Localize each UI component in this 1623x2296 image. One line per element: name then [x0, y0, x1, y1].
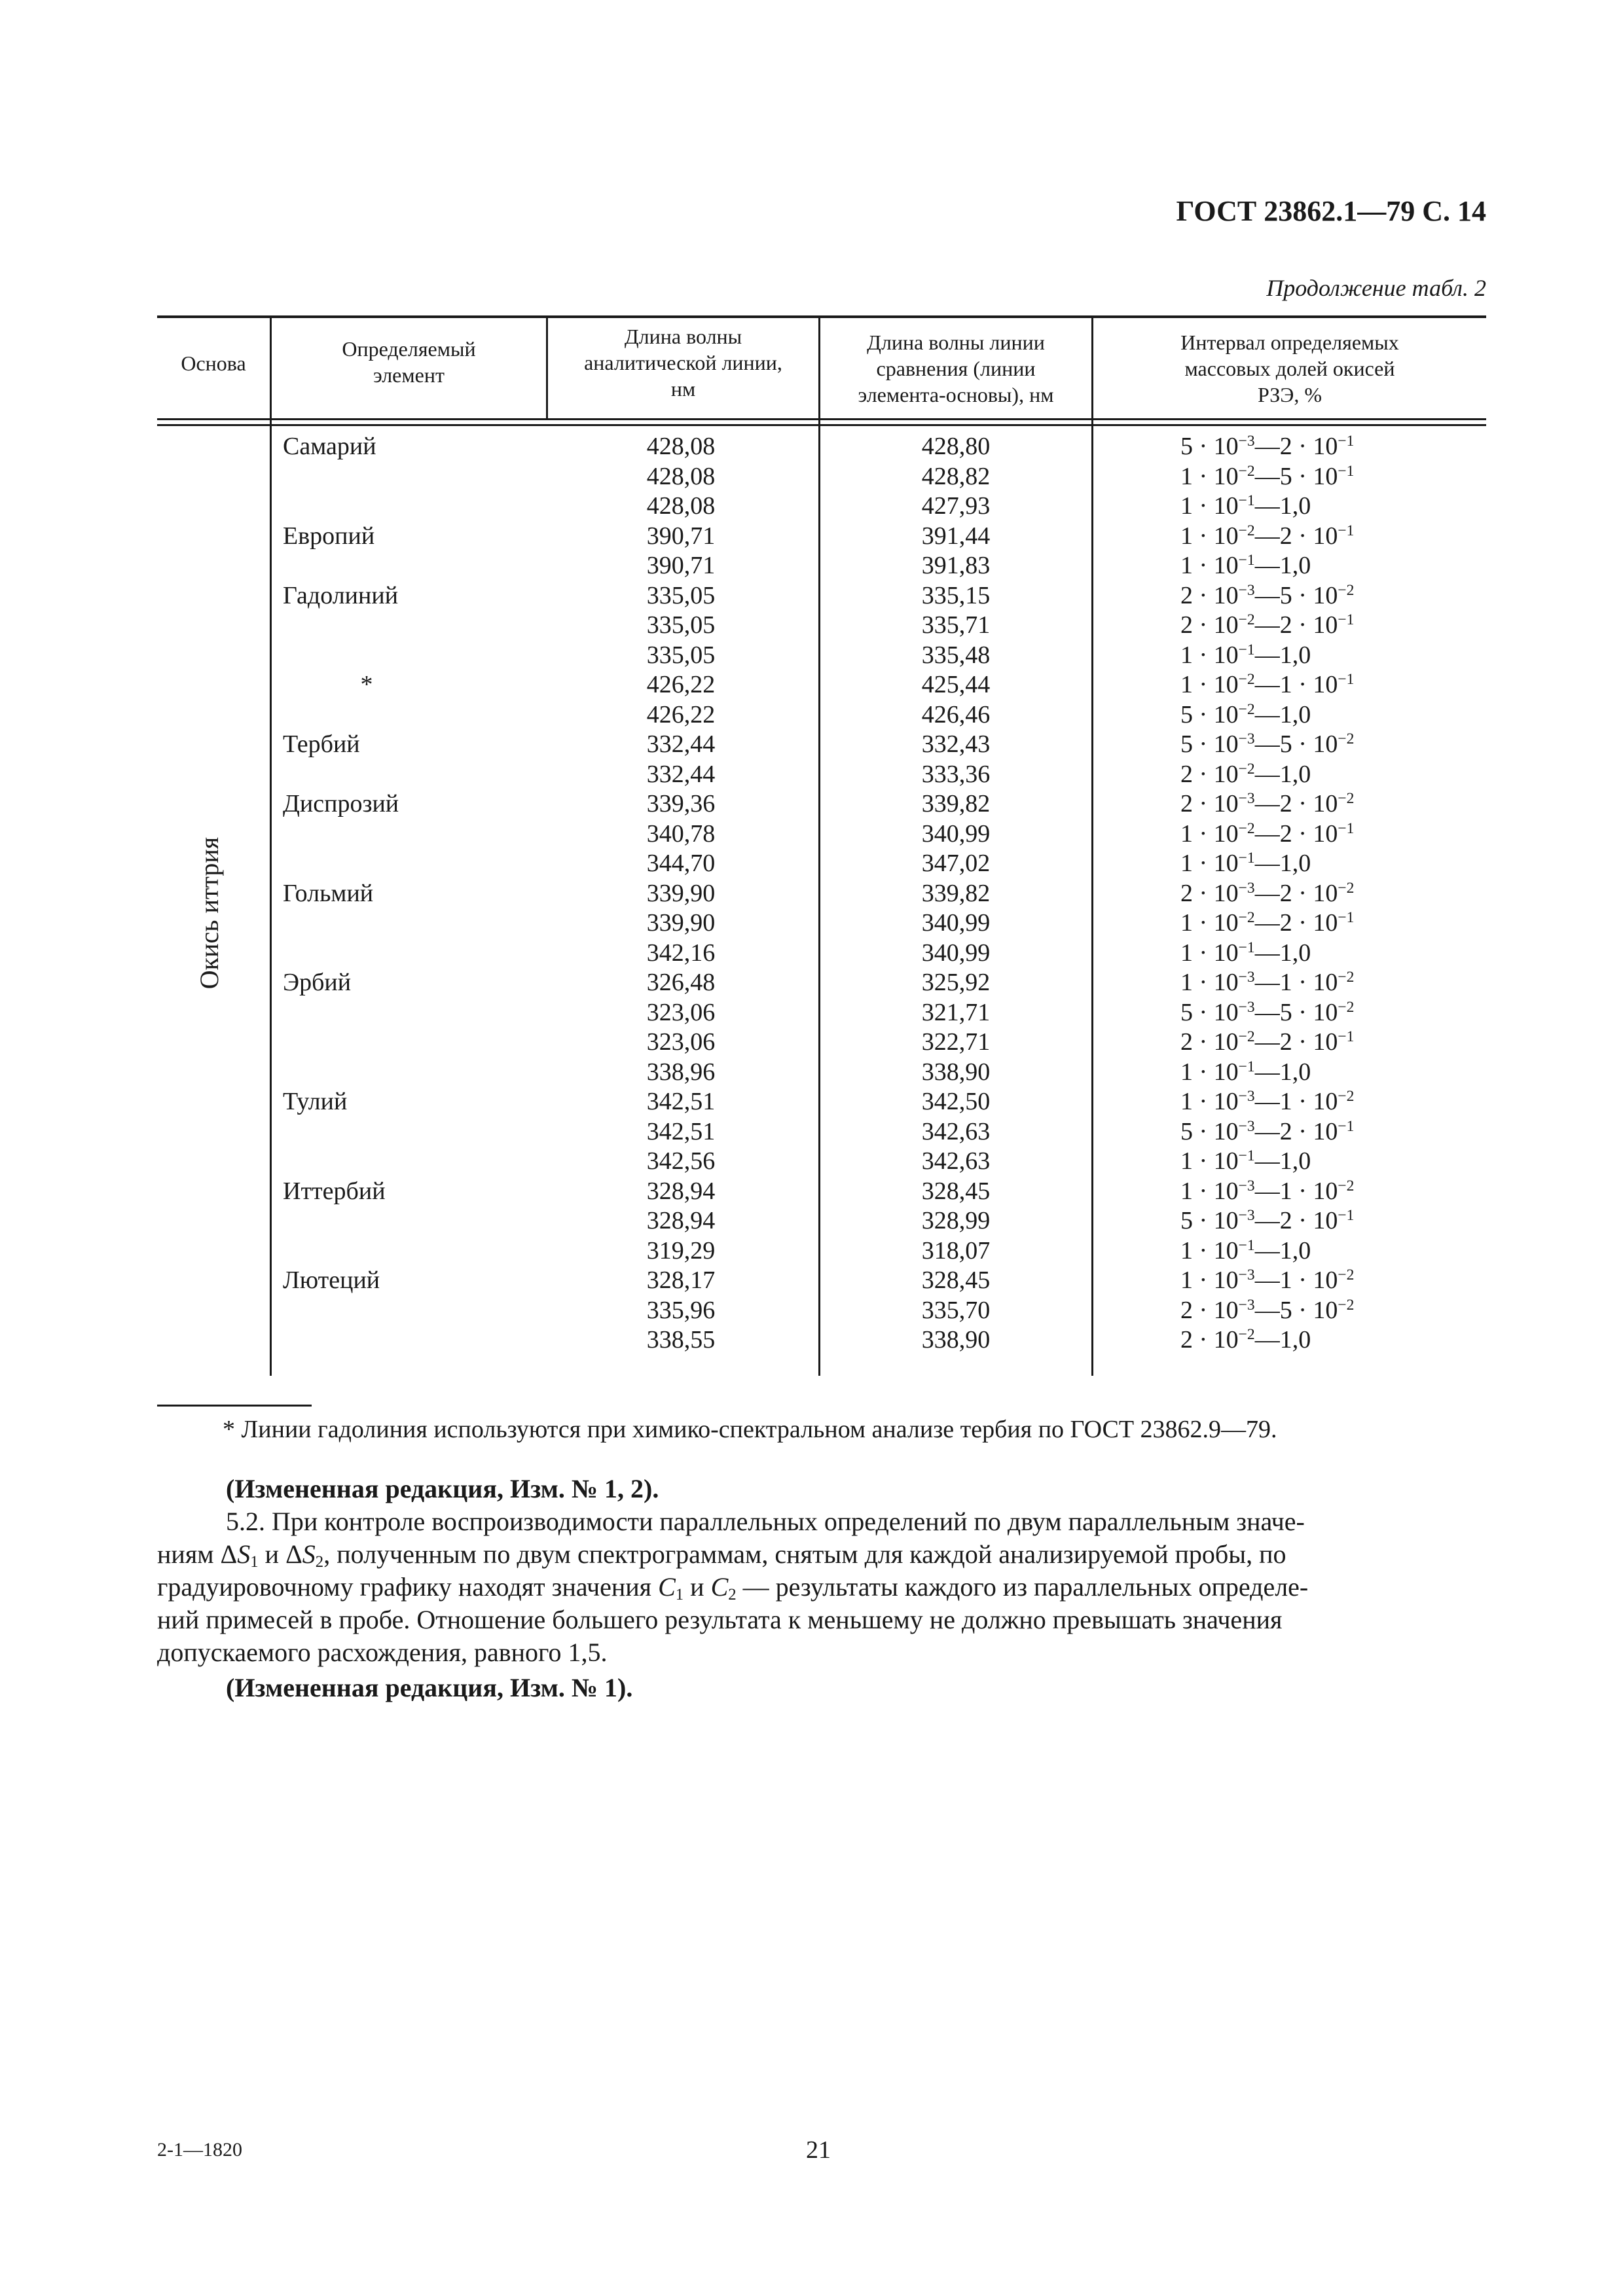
analytic-wavelength: 344,70 — [646, 850, 716, 877]
analytic-wavelength: 335,05 — [646, 611, 716, 639]
coef: 2 — [1279, 790, 1292, 817]
element-name: Иттербий — [283, 1177, 386, 1205]
coef: 5 — [1279, 462, 1292, 490]
comparison-wavelength: 335,71 — [921, 611, 991, 639]
exponent: −2 — [1338, 969, 1355, 986]
upper-bound: 1,0 — [1279, 492, 1311, 520]
coef: 2 — [1180, 1326, 1193, 1354]
comparison-wavelength: 342,50 — [921, 1088, 991, 1115]
comparison-wavelength: 338,90 — [921, 1326, 991, 1354]
upper-bound: 1,0 — [1279, 760, 1311, 788]
exponent: −3 — [1238, 1207, 1255, 1225]
interval-range: $2 \cdot 10^{-2}—2 \cdot 10^{-1}$ — [1180, 1028, 1355, 1056]
text-run: и — [684, 1572, 711, 1602]
exponent: −2 — [1238, 700, 1255, 718]
interval-range: $5 \cdot 10^{-3}—5 \cdot 10^{-2}$ — [1180, 998, 1355, 1026]
table-row — [0, 492, 1623, 522]
exponent: −3 — [1238, 730, 1255, 748]
table-row — [0, 551, 1623, 581]
comparison-wavelength: 342,63 — [921, 1117, 991, 1145]
interval-range: $1 \cdot 10^{-1}—1,0$ — [1180, 492, 1311, 520]
interval-range: $1 \cdot 10^{-2}—5 \cdot 10^{-1}$ — [1180, 462, 1355, 490]
coef: 2 — [1279, 1028, 1292, 1056]
exponent: −1 — [1338, 1117, 1355, 1135]
coef: 1 — [1180, 552, 1193, 579]
exponent: −2 — [1238, 522, 1255, 539]
table-header-rule-1 — [157, 418, 1486, 420]
comparison-wavelength: 340,99 — [921, 909, 991, 937]
comparison-wavelength: 335,15 — [921, 581, 991, 609]
exponent: −1 — [1338, 611, 1355, 629]
exponent: −2 — [1338, 1177, 1355, 1194]
table-row — [0, 700, 1623, 730]
interval-range: $1 \cdot 10^{-2}—2 \cdot 10^{-1}$ — [1180, 909, 1355, 937]
analytic-wavelength: 338,96 — [646, 1058, 716, 1086]
text-run: и Δ — [258, 1539, 302, 1569]
interval-range: $5 \cdot 10^{-3}—5 \cdot 10^{-2}$ — [1180, 730, 1355, 758]
analytic-wavelength: 340,78 — [646, 819, 716, 848]
upper-bound: 1,0 — [1279, 700, 1311, 728]
exponent: −3 — [1238, 1296, 1255, 1314]
coef: 1 — [1180, 522, 1193, 550]
comparison-wavelength: 391,44 — [921, 522, 991, 550]
exponent: −3 — [1238, 1177, 1255, 1194]
comparison-wavelength: 340,99 — [921, 939, 991, 967]
comparison-wavelength: 340,99 — [921, 819, 991, 848]
element-name: Лютеций — [283, 1266, 380, 1294]
paragraph-5-2-line-3 — [157, 1571, 1486, 1604]
footnote: * Линии гадолиния используются при химико-спектральном анализе тербия по ГОСТ 23862.9—79. — [223, 1416, 1277, 1443]
exponent: −1 — [1338, 522, 1355, 539]
exponent: −3 — [1238, 969, 1255, 986]
analytic-wavelength: 328,94 — [646, 1177, 716, 1205]
table-row — [0, 1058, 1623, 1088]
coef: 1 — [1180, 462, 1193, 490]
analytic-wavelength: 426,22 — [646, 700, 716, 728]
coef: 1 — [1180, 1236, 1193, 1265]
upper-bound: 1,0 — [1279, 1326, 1311, 1354]
coef: 1 — [1180, 671, 1193, 698]
coef: 2 — [1180, 879, 1193, 907]
analytic-wavelength: 342,56 — [646, 1147, 716, 1175]
coef: 1 — [1279, 969, 1292, 996]
interval-range: $2 \cdot 10^{-3}—5 \cdot 10^{-2}$ — [1180, 581, 1355, 609]
upper-bound: 1,0 — [1279, 850, 1311, 877]
base-oxide-label: Окись иттрия — [194, 836, 224, 990]
coef: 2 — [1279, 819, 1292, 848]
exponent: −2 — [1338, 1266, 1355, 1284]
header-element-line: Определяемый — [342, 337, 476, 361]
exponent: −2 — [1338, 998, 1355, 1016]
exponent: −1 — [1238, 1147, 1255, 1165]
table-row — [0, 789, 1623, 819]
coef: 2 — [1279, 433, 1292, 460]
exponent: −2 — [1238, 1028, 1255, 1046]
table-row — [0, 641, 1623, 671]
interval-range: $2 \cdot 10^{-2}—1,0$ — [1180, 760, 1311, 788]
interval-range: $2 \cdot 10^{-3}—5 \cdot 10^{-2}$ — [1180, 1296, 1355, 1324]
header-analytic-line-text: нм — [670, 377, 696, 401]
coef: 1 — [1180, 819, 1193, 848]
coef: 2 — [1180, 581, 1193, 609]
table-top-rule — [157, 315, 1486, 318]
exponent: −1 — [1238, 939, 1255, 956]
coef: 5 — [1180, 998, 1193, 1026]
table-row — [0, 670, 1623, 700]
interval-range: $1 \cdot 10^{-3}—1 \cdot 10^{-2}$ — [1180, 1088, 1355, 1115]
coef: 5 — [1279, 581, 1292, 609]
table-row — [0, 611, 1623, 641]
symbol-c: C — [658, 1572, 676, 1602]
exponent: −2 — [1338, 879, 1355, 897]
table-row — [0, 760, 1623, 790]
exponent: −1 — [1338, 1028, 1355, 1046]
coef: 1 — [1180, 909, 1193, 937]
interval-range: $1 \cdot 10^{-2}—2 \cdot 10^{-1}$ — [1180, 819, 1355, 848]
comparison-wavelength: 325,92 — [921, 969, 991, 996]
table-row — [0, 581, 1623, 611]
exponent: −3 — [1238, 1088, 1255, 1105]
comparison-wavelength: 391,83 — [921, 552, 991, 579]
analytic-wavelength: 342,51 — [646, 1117, 716, 1145]
element-name: Самарий — [283, 433, 376, 460]
analytic-wavelength: 335,96 — [646, 1296, 716, 1324]
element-name: Эрбий — [283, 969, 352, 996]
paragraph-5-2-line-5: допускаемого расхождения, равного 1,5. — [157, 1638, 608, 1667]
header-base — [157, 350, 270, 376]
exponent: −3 — [1238, 790, 1255, 808]
interval-range: $2 \cdot 10^{-3}—2 \cdot 10^{-2}$ — [1180, 790, 1355, 817]
symbol-c: C — [710, 1572, 729, 1602]
exponent: −1 — [1238, 1236, 1255, 1254]
table-row — [0, 1206, 1623, 1236]
table-row — [0, 819, 1623, 850]
element-name: Тулий — [283, 1088, 348, 1115]
upper-bound: 1,0 — [1279, 1236, 1311, 1265]
header-interval-text: Интервал определяемых — [1180, 331, 1399, 354]
header-comparison-line-text: сравнения (линии — [876, 357, 1036, 380]
exponent: −1 — [1338, 671, 1355, 689]
exponent: −2 — [1338, 1296, 1355, 1314]
coef: 1 — [1279, 1266, 1292, 1294]
element-name: Гадолиний — [283, 581, 399, 609]
table-continuation-label: Продолжение табл. 2 — [1266, 275, 1486, 301]
header-analytic-line-text: аналитической линии, — [584, 351, 782, 374]
table-row — [0, 1087, 1623, 1117]
exponent: −2 — [1238, 1326, 1255, 1344]
table-row — [0, 1325, 1623, 1355]
coef: 2 — [1279, 1117, 1292, 1145]
analytic-wavelength: 332,44 — [646, 730, 716, 758]
coef: 5 — [1180, 730, 1193, 758]
comparison-wavelength: 427,93 — [921, 492, 991, 520]
interval-range: $1 \cdot 10^{-1}—1,0$ — [1180, 1058, 1311, 1086]
element-name: Гольмий — [283, 879, 374, 907]
exponent: −3 — [1238, 1266, 1255, 1284]
exponent: −2 — [1338, 581, 1355, 599]
coef: 2 — [1180, 1028, 1193, 1056]
header-element-line: элемент — [373, 363, 445, 387]
analytic-wavelength: 428,08 — [646, 462, 716, 490]
comparison-wavelength: 335,70 — [921, 1296, 991, 1324]
coef: 1 — [1180, 641, 1193, 669]
table-row — [0, 968, 1623, 998]
comparison-wavelength: 338,90 — [921, 1058, 991, 1086]
interval-range: $2 \cdot 10^{-2}—2 \cdot 10^{-1}$ — [1180, 611, 1355, 639]
comparison-wavelength: 321,71 — [921, 998, 991, 1026]
exponent: −1 — [1238, 641, 1255, 658]
interval-range: $1 \cdot 10^{-1}—1,0$ — [1180, 939, 1311, 967]
table-row — [0, 1177, 1623, 1207]
paragraph-5-2-line-1: 5.2. При контроле воспроизводимости параллельных определений по двум параллельным значе- — [226, 1507, 1305, 1536]
exponent: −2 — [1238, 909, 1255, 927]
coef: 1 — [1180, 1147, 1193, 1175]
coef: 5 — [1279, 730, 1292, 758]
comparison-wavelength: 333,36 — [921, 760, 991, 788]
exponent: −3 — [1238, 1117, 1255, 1135]
analytic-wavelength: 339,90 — [646, 879, 716, 907]
table-row — [0, 432, 1623, 462]
interval-range: $5 \cdot 10^{-2}—1,0$ — [1180, 700, 1311, 728]
coef: 2 — [1180, 790, 1193, 817]
exponent: −2 — [1238, 611, 1255, 629]
paragraph-5-2-line-4: ний примесей в пробе. Отношение большего результата к меньшему не должно превышать значения — [157, 1605, 1283, 1634]
table-row — [0, 1266, 1623, 1296]
coef: 2 — [1180, 760, 1193, 788]
header-comparison-line-text: элемента-основы), нм — [858, 383, 1054, 406]
exponent: −1 — [1238, 850, 1255, 867]
comparison-wavelength: 322,71 — [921, 1028, 991, 1056]
comparison-wavelength: 332,43 — [921, 730, 991, 758]
interval-range: $1 \cdot 10^{-2}—2 \cdot 10^{-1}$ — [1180, 522, 1355, 550]
coef: 2 — [1279, 611, 1292, 639]
interval-range: $1 \cdot 10^{-3}—1 \cdot 10^{-2}$ — [1180, 1266, 1355, 1294]
comparison-wavelength: 339,82 — [921, 879, 991, 907]
analytic-wavelength: 328,94 — [646, 1207, 716, 1234]
coef: 2 — [1180, 1296, 1193, 1324]
analytic-wavelength: 332,44 — [646, 760, 716, 788]
subscript: 1 — [675, 1586, 684, 1604]
comparison-wavelength: 328,99 — [921, 1207, 991, 1234]
interval-range: $1 \cdot 10^{-2}—1 \cdot 10^{-1}$ — [1180, 671, 1355, 698]
analytic-wavelength: 339,36 — [646, 790, 716, 817]
table-row — [0, 939, 1623, 969]
paragraph-5-2-line-2 — [157, 1538, 1486, 1571]
table-row — [0, 730, 1623, 760]
coef: 1 — [1180, 1088, 1193, 1115]
header-analytic-line-text: Длина волны — [624, 325, 742, 348]
interval-range: $2 \cdot 10^{-3}—2 \cdot 10^{-2}$ — [1180, 879, 1355, 907]
exponent: −1 — [1338, 433, 1355, 450]
coef: 2 — [1180, 611, 1193, 639]
upper-bound: 1,0 — [1279, 939, 1311, 967]
text-run: ниям Δ — [157, 1539, 238, 1569]
upper-bound: 1,0 — [1279, 1147, 1311, 1175]
revision-note-1: (Измененная редакция, Изм. № 1, 2). — [226, 1474, 659, 1503]
interval-range: $1 \cdot 10^{-1}—1,0$ — [1180, 1236, 1311, 1265]
coef: 1 — [1279, 1177, 1292, 1205]
coef: 1 — [1279, 1088, 1292, 1115]
exponent: −3 — [1238, 433, 1255, 450]
subscript: 2 — [315, 1553, 324, 1571]
coef: 5 — [1180, 433, 1193, 460]
comparison-wavelength: 339,82 — [921, 790, 991, 817]
interval-range: $5 \cdot 10^{-3}—2 \cdot 10^{-1}$ — [1180, 433, 1355, 460]
comparison-wavelength: 347,02 — [921, 850, 991, 877]
coef: 2 — [1279, 522, 1292, 550]
table-header-rule-2 — [157, 424, 1486, 426]
text-run: , полученным по двум спектрограммам, снятым для каждой анализируемой пробы, по — [323, 1539, 1286, 1569]
exponent: −3 — [1238, 879, 1255, 897]
comparison-wavelength: 426,46 — [921, 700, 991, 728]
table-row — [0, 1296, 1623, 1326]
interval-range: $1 \cdot 10^{-3}—1 \cdot 10^{-2}$ — [1180, 969, 1355, 996]
exponent: −1 — [1338, 819, 1355, 837]
interval-range: $1 \cdot 10^{-1}—1,0$ — [1180, 1147, 1311, 1175]
upper-bound: 1,0 — [1279, 641, 1311, 669]
revision-note-2: (Измененная редакция, Изм. № 1). — [226, 1673, 633, 1702]
symbol-s: S — [237, 1539, 251, 1569]
table-row — [0, 1147, 1623, 1177]
coef: 2 — [1279, 909, 1292, 937]
interval-range: $1 \cdot 10^{-1}—1,0$ — [1180, 641, 1311, 669]
exponent: −1 — [1338, 1207, 1355, 1225]
exponent: −3 — [1238, 998, 1255, 1016]
analytic-wavelength: 328,17 — [646, 1266, 716, 1294]
print-code: 2-1—1820 — [157, 2139, 242, 2161]
coef: 1 — [1180, 1266, 1193, 1294]
analytic-wavelength: 319,29 — [646, 1236, 716, 1265]
table-row — [0, 1028, 1623, 1058]
table-row — [0, 522, 1623, 552]
table-row — [0, 908, 1623, 939]
analytic-wavelength: 339,90 — [646, 909, 716, 937]
coef: 1 — [1180, 1177, 1193, 1205]
table-row — [0, 1117, 1623, 1147]
table-row — [0, 879, 1623, 909]
exponent: −2 — [1238, 462, 1255, 480]
comparison-wavelength: 335,48 — [921, 641, 991, 669]
comparison-wavelength: 428,80 — [921, 433, 991, 460]
analytic-wavelength: 335,05 — [646, 641, 716, 669]
exponent: −3 — [1238, 581, 1255, 599]
coef: 2 — [1279, 1207, 1292, 1234]
analytic-wavelength: 390,71 — [646, 522, 716, 550]
exponent: −1 — [1338, 462, 1355, 480]
interval-range: $1 \cdot 10^{-1}—1,0$ — [1180, 552, 1311, 579]
text-run: градуировочному графику находят значения — [157, 1572, 659, 1602]
page-number: 21 — [806, 2136, 831, 2164]
coef: 2 — [1279, 879, 1292, 907]
subscript: 1 — [250, 1553, 259, 1571]
exponent: −1 — [1238, 1058, 1255, 1075]
text-run: — результаты каждого из параллельных определе- — [736, 1572, 1309, 1602]
document-title: ГОСТ 23862.1—79 С. 14 — [1176, 195, 1486, 227]
analytic-wavelength: 428,08 — [646, 492, 716, 520]
analytic-wavelength: 323,06 — [646, 998, 716, 1026]
header-base-text: Основа — [181, 351, 246, 375]
exponent: −2 — [1338, 730, 1355, 748]
coef: 5 — [1180, 700, 1193, 728]
table-row — [0, 849, 1623, 879]
analytic-wavelength: 426,22 — [646, 671, 716, 698]
analytic-wavelength: 342,51 — [646, 1088, 716, 1115]
exponent: −2 — [1338, 790, 1355, 808]
comparison-wavelength: 328,45 — [921, 1266, 991, 1294]
exponent: −1 — [1238, 492, 1255, 510]
header-interval-text: массовых долей окисей — [1184, 357, 1395, 380]
element-name: * — [360, 671, 373, 698]
coef: 1 — [1180, 492, 1193, 520]
header-interval-text: РЗЭ, % — [1258, 383, 1322, 406]
element-name: Тербий — [283, 730, 360, 758]
comparison-wavelength: 342,63 — [921, 1147, 991, 1175]
exponent: −2 — [1238, 819, 1255, 837]
coef: 1 — [1180, 1058, 1193, 1086]
exponent: −2 — [1338, 1088, 1355, 1105]
comparison-wavelength: 425,44 — [921, 671, 991, 698]
header-comparison-line-text: Длина волны линии — [867, 331, 1045, 354]
interval-range: $1 \cdot 10^{-1}—1,0$ — [1180, 850, 1311, 877]
analytic-wavelength: 323,06 — [646, 1028, 716, 1056]
element-name: Диспрозий — [283, 790, 399, 817]
exponent: −2 — [1238, 760, 1255, 778]
table-row — [0, 998, 1623, 1028]
element-name: Европий — [283, 522, 375, 550]
upper-bound: 1,0 — [1279, 1058, 1311, 1086]
coef: 5 — [1180, 1117, 1193, 1145]
table-row — [0, 1236, 1623, 1266]
header-analytic-line — [548, 323, 818, 402]
symbol-s: S — [302, 1539, 316, 1569]
coef: 5 — [1279, 998, 1292, 1026]
header-comparison-line — [820, 329, 1091, 408]
table-row — [0, 462, 1623, 492]
analytic-wavelength: 428,08 — [646, 433, 716, 460]
coef: 5 — [1180, 1207, 1193, 1234]
coef: 1 — [1180, 939, 1193, 967]
exponent: −1 — [1338, 909, 1355, 927]
interval-range: $1 \cdot 10^{-3}—1 \cdot 10^{-2}$ — [1180, 1177, 1355, 1205]
footnote-rule — [157, 1405, 312, 1407]
coef: 1 — [1180, 969, 1193, 996]
interval-range: $5 \cdot 10^{-3}—2 \cdot 10^{-1}$ — [1180, 1117, 1355, 1145]
comparison-wavelength: 328,45 — [921, 1177, 991, 1205]
exponent: −1 — [1238, 552, 1255, 569]
coef: 1 — [1279, 671, 1292, 698]
upper-bound: 1,0 — [1279, 552, 1311, 579]
comparison-wavelength: 318,07 — [921, 1236, 991, 1265]
analytic-wavelength: 390,71 — [646, 552, 716, 579]
coef: 5 — [1279, 1296, 1292, 1324]
comparison-wavelength: 428,82 — [921, 462, 991, 490]
analytic-wavelength: 338,55 — [646, 1326, 716, 1354]
interval-range: $5 \cdot 10^{-3}—2 \cdot 10^{-1}$ — [1180, 1207, 1355, 1234]
header-element — [272, 336, 546, 388]
subscript: 2 — [728, 1586, 737, 1604]
analytic-wavelength: 342,16 — [646, 939, 716, 967]
interval-range: $2 \cdot 10^{-2}—1,0$ — [1180, 1326, 1311, 1354]
exponent: −2 — [1238, 671, 1255, 689]
coef: 1 — [1180, 850, 1193, 877]
header-interval — [1093, 329, 1486, 408]
analytic-wavelength: 326,48 — [646, 969, 716, 996]
analytic-wavelength: 335,05 — [646, 581, 716, 609]
